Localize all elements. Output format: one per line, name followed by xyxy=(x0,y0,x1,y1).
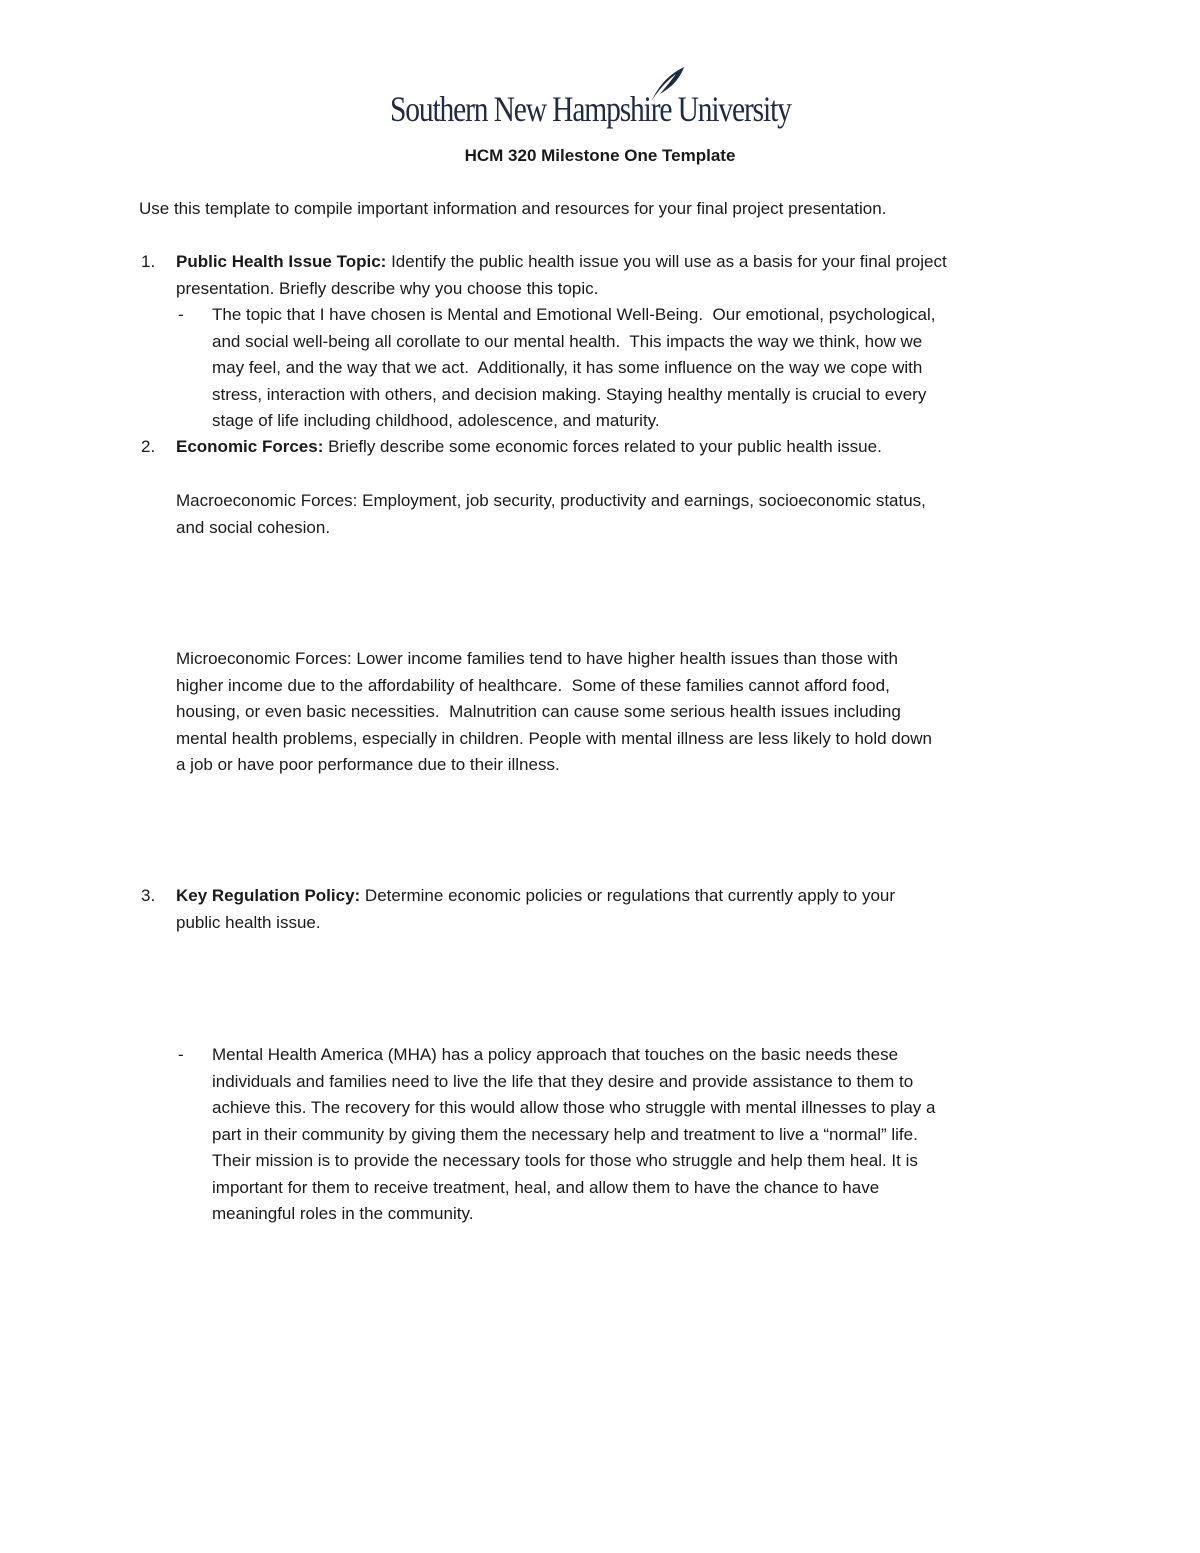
section-1-bullet-line: and social well-being all corollate to our mental health. This impacts the way we think, how we xyxy=(212,331,923,351)
macro-forces-line: Macroeconomic Forces: Employment, job security, productivity and earnings, socioeconomic status, xyxy=(176,491,926,510)
section-3-bullet-marker: - xyxy=(178,1045,184,1064)
feather-icon xyxy=(648,64,688,104)
section-2-prompt xyxy=(176,434,882,461)
section-1-heading: Public Health Issue Topic: xyxy=(176,252,387,271)
section-1-prompt xyxy=(176,249,947,276)
section-1-bullet-line: stress, interaction with others, and decision making. Staying healthy mentally is crucial to every xyxy=(212,384,927,404)
section-3-bullet-line: meaningful roles in the community. xyxy=(212,1204,474,1223)
university-logo xyxy=(390,66,820,136)
micro-forces-line: a job or have poor performance due to their illness. xyxy=(176,755,560,774)
section-1-bullet-line: The topic that I have chosen is Mental and Emotional Well-Being. Our emotional, psychological, xyxy=(212,305,936,324)
section-2-prompt-line1: Briefly describe some economic forces related to your public health issue. xyxy=(323,437,882,456)
section-2-heading: Economic Forces: xyxy=(176,437,324,456)
section-1-bullet-marker: - xyxy=(178,305,184,324)
section-3-bullet-line: achieve this. The recovery for this would allow those who struggle with mental illnesses to play a xyxy=(212,1098,936,1117)
section-3-prompt xyxy=(176,883,895,910)
logo-text: Southern New Hampshire University xyxy=(390,89,791,129)
section-3-bullet-line: Mental Health America (MHA) has a policy approach that touches on the basic needs these xyxy=(212,1045,899,1064)
section-3-bullet-line: part in their community by giving them the necessary help and treatment to live a “normal” life. xyxy=(212,1124,918,1144)
section-3-bullet-line: important for them to receive treatment, heal, and allow them to have the chance to have xyxy=(212,1177,880,1197)
section-3-heading: Key Regulation Policy: xyxy=(176,886,361,905)
section-1-number: 1. xyxy=(141,252,156,271)
section-2-number: 2. xyxy=(141,437,156,456)
micro-forces-line: mental health problems, especially in children. People with mental illness are less likely to hold down xyxy=(176,728,932,748)
section-3-bullet-line: individuals and families need to live the life that they desire and provide assistance to them to xyxy=(212,1071,914,1091)
intro-text: Use this template to compile important information and resources for your final project presentation. xyxy=(139,199,887,218)
section-3-prompt-line1: Determine economic policies or regulations that currently apply to your xyxy=(360,886,896,905)
section-3-bullet-line: Their mission is to provide the necessary tools for those who struggle and help them heal. It is xyxy=(212,1151,918,1170)
section-3-prompt-line2: public health issue. xyxy=(176,912,321,932)
section-1-prompt-line2: presentation. Briefly describe why you choose this topic. xyxy=(176,278,599,298)
section-1-bullet-line: may feel, and the way that we act. Additionally, it has some influence on the way we cope with xyxy=(212,358,923,377)
section-1-prompt-line1: Identify the public health issue you will use as a basis for your final project xyxy=(386,252,947,271)
micro-forces-line: higher income due to the affordability of healthcare. Some of these families cannot afford food, xyxy=(176,675,890,695)
micro-forces-line: housing, or even basic necessities. Malnutrition can cause some serious health issues including xyxy=(176,702,901,721)
section-3-number: 3. xyxy=(141,886,156,905)
section-1-bullet-line: stage of life including childhood, adolescence, and maturity. xyxy=(212,411,660,430)
document-title: HCM 320 Milestone One Template xyxy=(464,146,736,165)
micro-forces-line: Microeconomic Forces: Lower income families tend to have higher health issues than those with xyxy=(176,649,898,668)
macro-forces-line: and social cohesion. xyxy=(176,517,331,537)
